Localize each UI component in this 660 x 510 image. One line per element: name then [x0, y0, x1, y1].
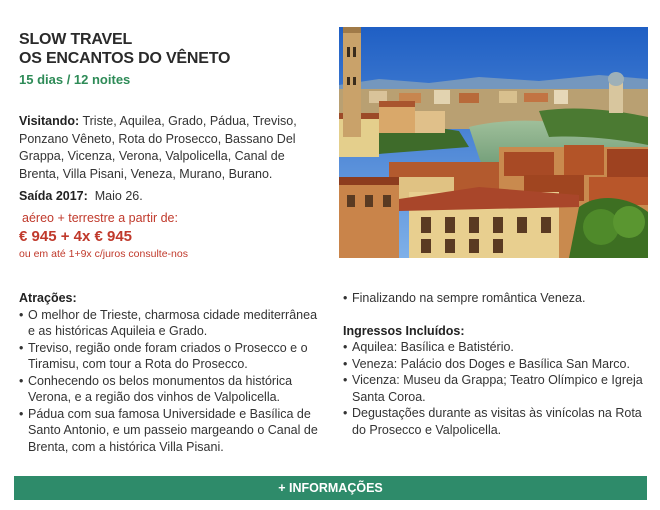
- verona-photo: [339, 27, 648, 258]
- list-item: • Pádua com sua famosa Universidade e Basílica de Santo Antonio, e um passeio margeando o Canal de Brenta, com a histórica Villa Pisani.: [19, 406, 324, 456]
- list-item: • Conhecendo os belos monumentos da histórica Verona, e a região dos vinhos de Valpolicella.: [19, 373, 324, 406]
- list-item: • O melhor de Trieste, charmosa cidade mediterrânea e as históricas Aquileia e Grado.: [19, 307, 324, 340]
- more-info-button[interactable]: + INFORMAÇÕES: [14, 476, 647, 500]
- attractions-title: Atrações:: [19, 291, 77, 305]
- tour-title: [19, 30, 230, 68]
- list-item: • Finalizando na sempre romântica Veneza.: [343, 290, 648, 307]
- departure-line: [19, 189, 143, 203]
- departure-value: Maio 26.: [94, 189, 143, 203]
- list-item: • Treviso, região onde foram criados o Prosecco e o Tiramisu, com tour a Rota do Prosecco.: [19, 340, 324, 373]
- list-item: • Degustações durante as visitas às vinícolas na Rota do Prosecco e Valpolicella.: [343, 405, 648, 438]
- list-item: • Veneza: Palácio dos Doges e Basílica San Marco.: [343, 356, 648, 373]
- tour-title-line1: SLOW TRAVEL: [19, 31, 133, 48]
- price-note: ou em até 1+9x c/juros consulte-nos: [19, 248, 188, 260]
- price-intro: aéreo + terrestre a partir de:: [22, 211, 178, 225]
- attractions-section: [19, 290, 324, 455]
- tickets-section: [343, 290, 648, 438]
- tour-duration: 15 dias / 12 noites: [19, 72, 131, 87]
- tickets-title: Ingressos Incluídos:: [343, 323, 465, 338]
- price-value: € 945 + 4x € 945: [19, 228, 133, 245]
- visiting-paragraph: [19, 113, 319, 183]
- list-item: • Vicenza: Museu da Grappa; Teatro Olímpico e Igreja Santa Coroa.: [343, 372, 648, 405]
- visiting-text: Triste, Aquilea, Grado, Pádua, Treviso, Ponzano Vêneto, Rota do Prosecco, Bassano Del Grappa, Vicenza, Verona, Valpolicella, Canal de Brenta, Villa Pisani, Veneza, Murano, Burano.: [19, 114, 297, 181]
- departure-label: Saída 2017:: [19, 189, 88, 203]
- list-item: • Aquilea: Basílica e Batistério.: [343, 339, 648, 356]
- tour-title-line2: OS ENCANTOS DO VÊNETO: [19, 50, 231, 67]
- visiting-label: Visitando:: [19, 114, 80, 128]
